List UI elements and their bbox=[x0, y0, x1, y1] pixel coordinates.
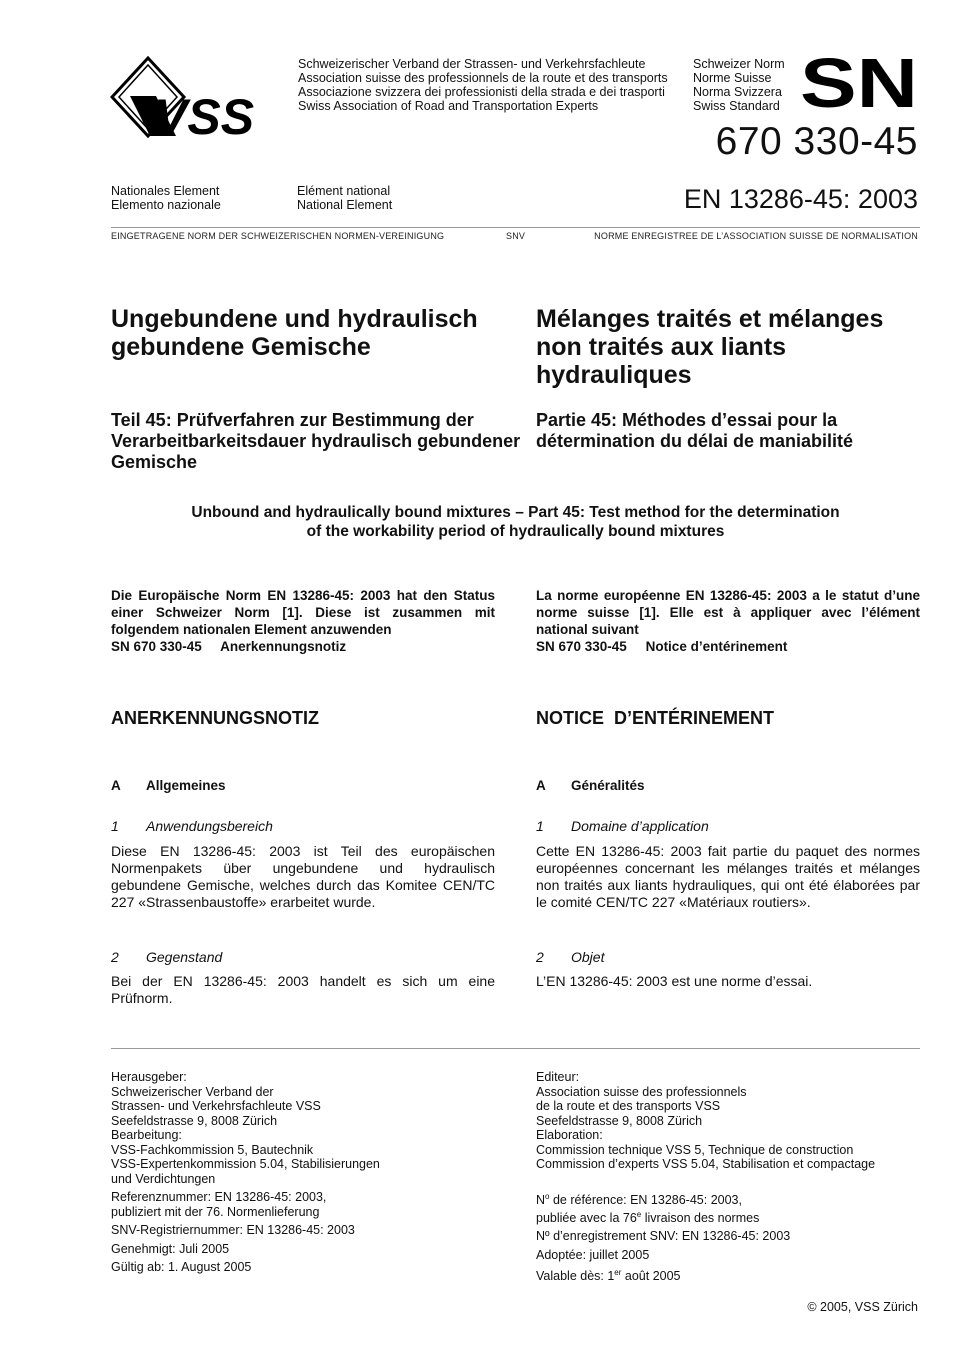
snv-registration: SNV-Registriernummer: EN 13286-45: 2003 bbox=[111, 1223, 355, 1237]
publisher-line: Strassen- und Verkehrsfachleute VSS bbox=[111, 1099, 321, 1113]
national-element-line: National Element bbox=[297, 198, 393, 212]
std-line: Swiss Standard bbox=[693, 99, 780, 113]
ref-line: publiziert mit der 76. Normenlieferung bbox=[111, 1204, 320, 1219]
subsection-title: Allgemeines bbox=[146, 778, 226, 793]
edit-line: Commission d’experts VSS 5.04, Stabilisation et compactage bbox=[536, 1157, 876, 1171]
clause-number: 1 bbox=[111, 818, 119, 834]
status-text: Die Europäische Norm EN 13286-45: 2003 hat den Status einer Schweizer Norm [1]. Diese ist zusammen mit folgendem nationalen Element anzuwenden bbox=[111, 588, 495, 637]
title-fr: Mélanges traités et mélanges non traités aux liants hydrauliques bbox=[536, 305, 884, 389]
subsection-letter: A bbox=[536, 778, 546, 793]
vss-logo bbox=[110, 56, 290, 140]
edit-line: und Verdichtungen bbox=[111, 1171, 216, 1186]
snv-registration: Nº d’enregistrement SNV: EN 13286-45: 2003 bbox=[536, 1229, 791, 1244]
org-line: Schweizerischer Verband der Strassen- und Verkehrsfachleute bbox=[298, 57, 646, 71]
national-element-fr-en bbox=[297, 184, 392, 212]
publisher-line: Seefeldstrasse 9, 8008 Zürich bbox=[536, 1113, 703, 1128]
subsection-letter: A bbox=[111, 778, 121, 793]
national-element-line: Elément national bbox=[297, 184, 391, 198]
sn-logo-text: SN bbox=[800, 55, 918, 110]
document-number: 670 330-45 bbox=[715, 120, 918, 163]
section-heading-de: ANERKENNUNGSNOTIZ bbox=[111, 708, 320, 728]
publisher-line: Association suisse des professionnels bbox=[536, 1084, 747, 1099]
clause-1-de bbox=[111, 818, 273, 834]
org-line: Association suisse des professionnels de la route et des transports bbox=[298, 71, 668, 85]
copyright: © 2005, VSS Zürich bbox=[807, 1300, 918, 1314]
subsection-title: Généralités bbox=[571, 778, 645, 793]
clause-1-fr bbox=[536, 818, 709, 834]
clause-number: 2 bbox=[111, 949, 119, 965]
clause-title: Domaine d’application bbox=[571, 818, 709, 834]
clause-number: 1 bbox=[536, 818, 544, 834]
edit-line: VSS-Fachkommission 5, Bautechnik bbox=[111, 1142, 314, 1157]
sn-logo bbox=[800, 55, 920, 110]
status-ref: SN 670 330-45 Anerkennungsnotiz bbox=[111, 639, 347, 654]
clause-1-body-fr: Cette EN 13286-45: 2003 fait partie du paquet des normes européennes concernant les mélanges traités et mélanges non traités aux liants hydrauliques, qui ont été élaborées par le comité CEN/TC 227 «Matériaux routiers». bbox=[536, 843, 920, 910]
org-line: Swiss Association of Road and Transportation Experts bbox=[298, 99, 599, 113]
standard-type-labels bbox=[693, 57, 785, 113]
ref-line: $N^o$ de référence: EN 13286-45: 2003, bbox=[536, 1192, 742, 1208]
clause-number: 2 bbox=[536, 949, 544, 965]
std-line: Norma Svizzera bbox=[693, 85, 782, 99]
subsection-a-fr bbox=[536, 778, 645, 793]
clause-1-body-de: Diese EN 13286-45: 2003 ist Teil des europäischen Normenpakets über ungebundene und hydraulisch gebundene Gemische, welches durch das Komitee CEN/TC 227 «Strassenbaustoffe» erarbeitet wurde. bbox=[111, 843, 495, 910]
publisher-label: Editeur: bbox=[536, 1070, 580, 1084]
clause-title: Anwendungsbereich bbox=[146, 818, 273, 834]
part-title-de: Teil 45: Prüfverfahren zur Bestimmung der Verarbeitbarkeitsdauer hydraulisch gebundener Gemische bbox=[111, 410, 521, 472]
registered-snv: SNV bbox=[506, 231, 526, 241]
publisher-line: Schweizerischer Verband der bbox=[111, 1084, 274, 1099]
status-text: La norme européenne EN 13286-45: 2003 a le statut d’une norme suisse [1]. Elle est à appliquer avec l’élément national suivant bbox=[536, 588, 920, 637]
std-line: Schweizer Norm bbox=[693, 57, 785, 71]
national-element-line: Nationales Element bbox=[111, 184, 220, 198]
valid-date: Gültig ab: 1. August 2005 bbox=[111, 1260, 252, 1274]
title-de: Ungebundene und hydraulisch gebundene Gemische bbox=[111, 305, 478, 361]
publisher-label: Herausgeber: bbox=[111, 1070, 187, 1084]
org-line: Associazione svizzera dei professionisti della strada e dei trasporti bbox=[298, 85, 665, 99]
organization-names bbox=[298, 57, 668, 113]
en-number: EN 13286-45: 2003 bbox=[683, 184, 918, 214]
registered-de: EINGETRAGENE NORM DER SCHWEIZERISCHEN NORMEN-VEREINIGUNG bbox=[111, 231, 445, 241]
subsection-a-de bbox=[111, 778, 226, 793]
part-title-fr: Partie 45: Méthodes d’essai pour la détermination du délai de maniabilité bbox=[536, 410, 854, 451]
clause-2-de bbox=[111, 949, 222, 965]
national-element-de-it bbox=[111, 184, 221, 212]
publisher-line: Seefeldstrasse 9, 8008 Zürich bbox=[111, 1113, 278, 1128]
footer-imprint-de bbox=[111, 1070, 501, 1275]
edit-label: Bearbeitung: bbox=[111, 1128, 182, 1142]
clause-2-body-fr: L’EN 13286-45: 2003 est une norme d’essai. bbox=[536, 973, 813, 989]
valid-date: Valable dès: 1er août 2005 bbox=[536, 1268, 681, 1284]
edit-line: VSS-Expertenkommission 5.04, Stabilisierungen bbox=[111, 1157, 380, 1171]
status-ref: SN 670 330-45 Notice d’entérinement bbox=[536, 639, 788, 654]
publisher-line: de la route et des transports VSS bbox=[536, 1099, 721, 1113]
status-de bbox=[111, 587, 495, 655]
approved-date: Adoptée: juillet 2005 bbox=[536, 1247, 650, 1262]
footer-divider bbox=[111, 1048, 920, 1049]
clause-2-body-de: Bei der EN 13286-45: 2003 handelt es sich um eine Prüfnorm. bbox=[111, 973, 495, 1006]
status-fr bbox=[536, 587, 920, 655]
ref-line: Referenznummer: EN 13286-45: 2003, bbox=[111, 1190, 327, 1204]
title-en-line: Unbound and hydraulically bound mixtures – Part 45: Test method for the determination bbox=[191, 504, 840, 521]
ref-line: publiée avec la 76e livraison des normes bbox=[536, 1209, 760, 1225]
title-en-line: of the workability period of hydraulically bound mixtures bbox=[306, 523, 725, 540]
clause-title: Objet bbox=[571, 949, 605, 965]
vss-logo-text: VSS bbox=[154, 89, 255, 140]
edit-label: Elaboration: bbox=[536, 1128, 603, 1142]
clause-title: Gegenstand bbox=[146, 949, 223, 965]
approved-date: Genehmigt: Juli 2005 bbox=[111, 1241, 230, 1256]
header-divider bbox=[111, 227, 920, 228]
edit-line: Commission technique VSS 5, Technique de construction bbox=[536, 1142, 854, 1157]
national-element-line: Elemento nazionale bbox=[111, 198, 221, 212]
footer-imprint-fr bbox=[536, 1070, 926, 1284]
registered-fr: NORME ENREGISTREE DE L’ASSOCIATION SUISSE DE NORMALISATION bbox=[594, 231, 918, 241]
clause-2-fr bbox=[536, 949, 604, 965]
std-line: Norme Suisse bbox=[693, 71, 772, 85]
title-en bbox=[111, 503, 920, 541]
section-heading-fr: NOTICE D’ENTÉRINEMENT bbox=[536, 708, 775, 728]
